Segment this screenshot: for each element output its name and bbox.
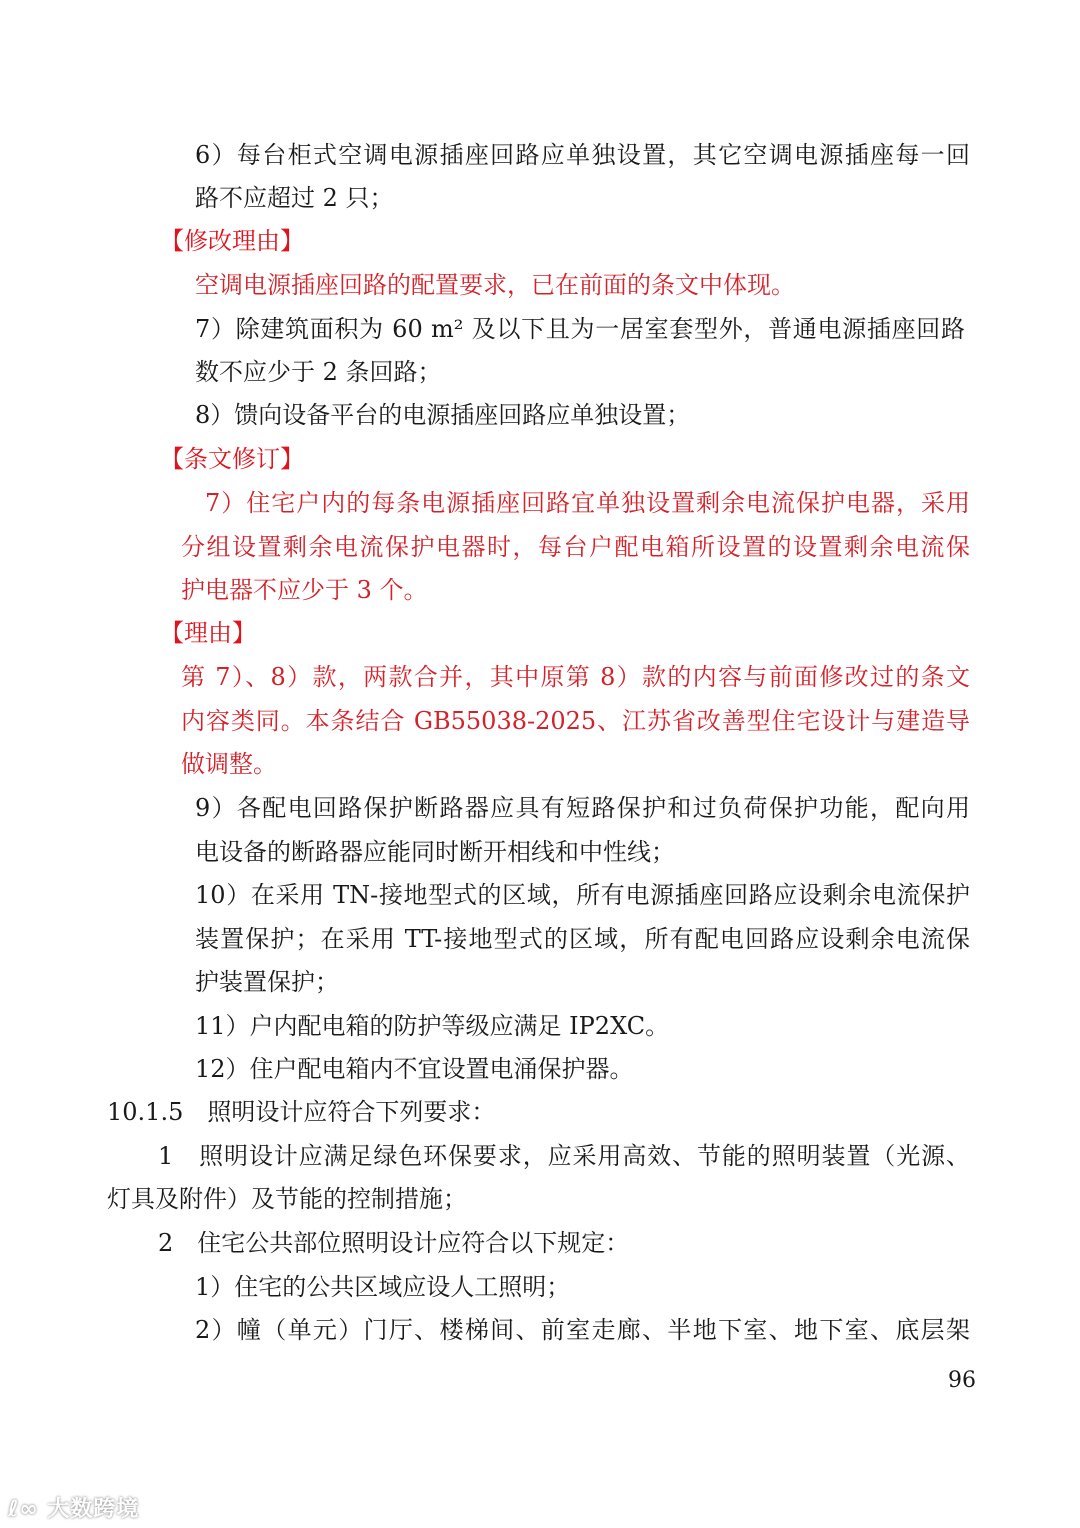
text-line: 护装置保护；: [195, 968, 339, 996]
text-line: 2 住宅公共部位照明设计应符合以下规定：: [158, 1229, 630, 1257]
red-text-line: 第 7）、8）款，两款合并，其中原第 8）款的内容与前面修改过的条文: [181, 663, 970, 691]
section-heading: 【理由】: [160, 619, 256, 647]
text-line: 6）每台柜式空调电源插座回路应单独设置，其它空调电源插座每一回: [195, 141, 970, 169]
text-line: 2）幢（单元）门厅、楼梯间、前室走廊、半地下室、地下室、底层架: [195, 1316, 970, 1344]
red-text-line: 做调整。: [181, 750, 277, 778]
text-line: 1）住宅的公共区域应设人工照明；: [195, 1273, 571, 1301]
text-line: 装置保护；在采用 TT-接地型式的区域，所有配电回路应设剩余电流保: [195, 925, 970, 953]
red-text-line: 空调电源插座回路的配置要求，已在前面的条文中体现。: [195, 271, 795, 299]
red-text-line: 分组设置剩余电流保护电器时，每台户配电箱所设置的设置剩余电流保: [181, 533, 970, 561]
page-number: 96: [948, 1368, 976, 1393]
text-line: 电设备的断路器应能同时断开相线和中性线；: [195, 838, 675, 866]
text-line: 12）住户配电箱内不宜设置电涌保护器。: [195, 1055, 634, 1083]
text-line: 灯具及附件）及节能的控制措施；: [107, 1185, 467, 1213]
red-text-line: 7）住宅户内的每条电源插座回路宜单独设置剩余电流保护电器，采用: [205, 489, 970, 517]
text-line: 路不应超过 2 只；: [195, 184, 394, 212]
section-heading: 【修改理由】: [160, 227, 304, 255]
text-line: 8）馈向设备平台的电源插座回路应单独设置；: [195, 401, 691, 429]
text-line: 11）户内配电箱的防护等级应满足 IP2XC。: [195, 1012, 670, 1040]
red-text-line: 护电器不应少于 3 个。: [181, 576, 428, 604]
text-line: 1 照明设计应满足绿色环保要求，应采用高效、节能的照明装置（光源、: [158, 1142, 970, 1170]
watermark-logo: [8, 1492, 139, 1523]
section-heading: 【条文修订】: [160, 445, 304, 473]
text-line: 9）各配电回路保护断路器应具有短路保护和过负荷保护功能，配向用: [195, 794, 970, 822]
text-line: 10）在采用 TN-接地型式的区域，所有电源插座回路应设剩余电流保护: [195, 881, 970, 909]
text-line: 数不应少于 2 条回路；: [195, 358, 442, 386]
red-text-line: 内容类同。本条结合 GB55038-2025、江苏省改善型住宅设计与建造导: [181, 707, 970, 735]
text-line: 7）除建筑面积为 60 m² 及以下且为一居室套型外，普通电源插座回路: [195, 315, 965, 343]
watermark-icon: ℓ∞: [8, 1497, 48, 1522]
watermark-text: 大数跨境: [47, 1497, 140, 1522]
clause-heading: 10.1.5 照明设计应符合下列要求：: [107, 1098, 496, 1126]
